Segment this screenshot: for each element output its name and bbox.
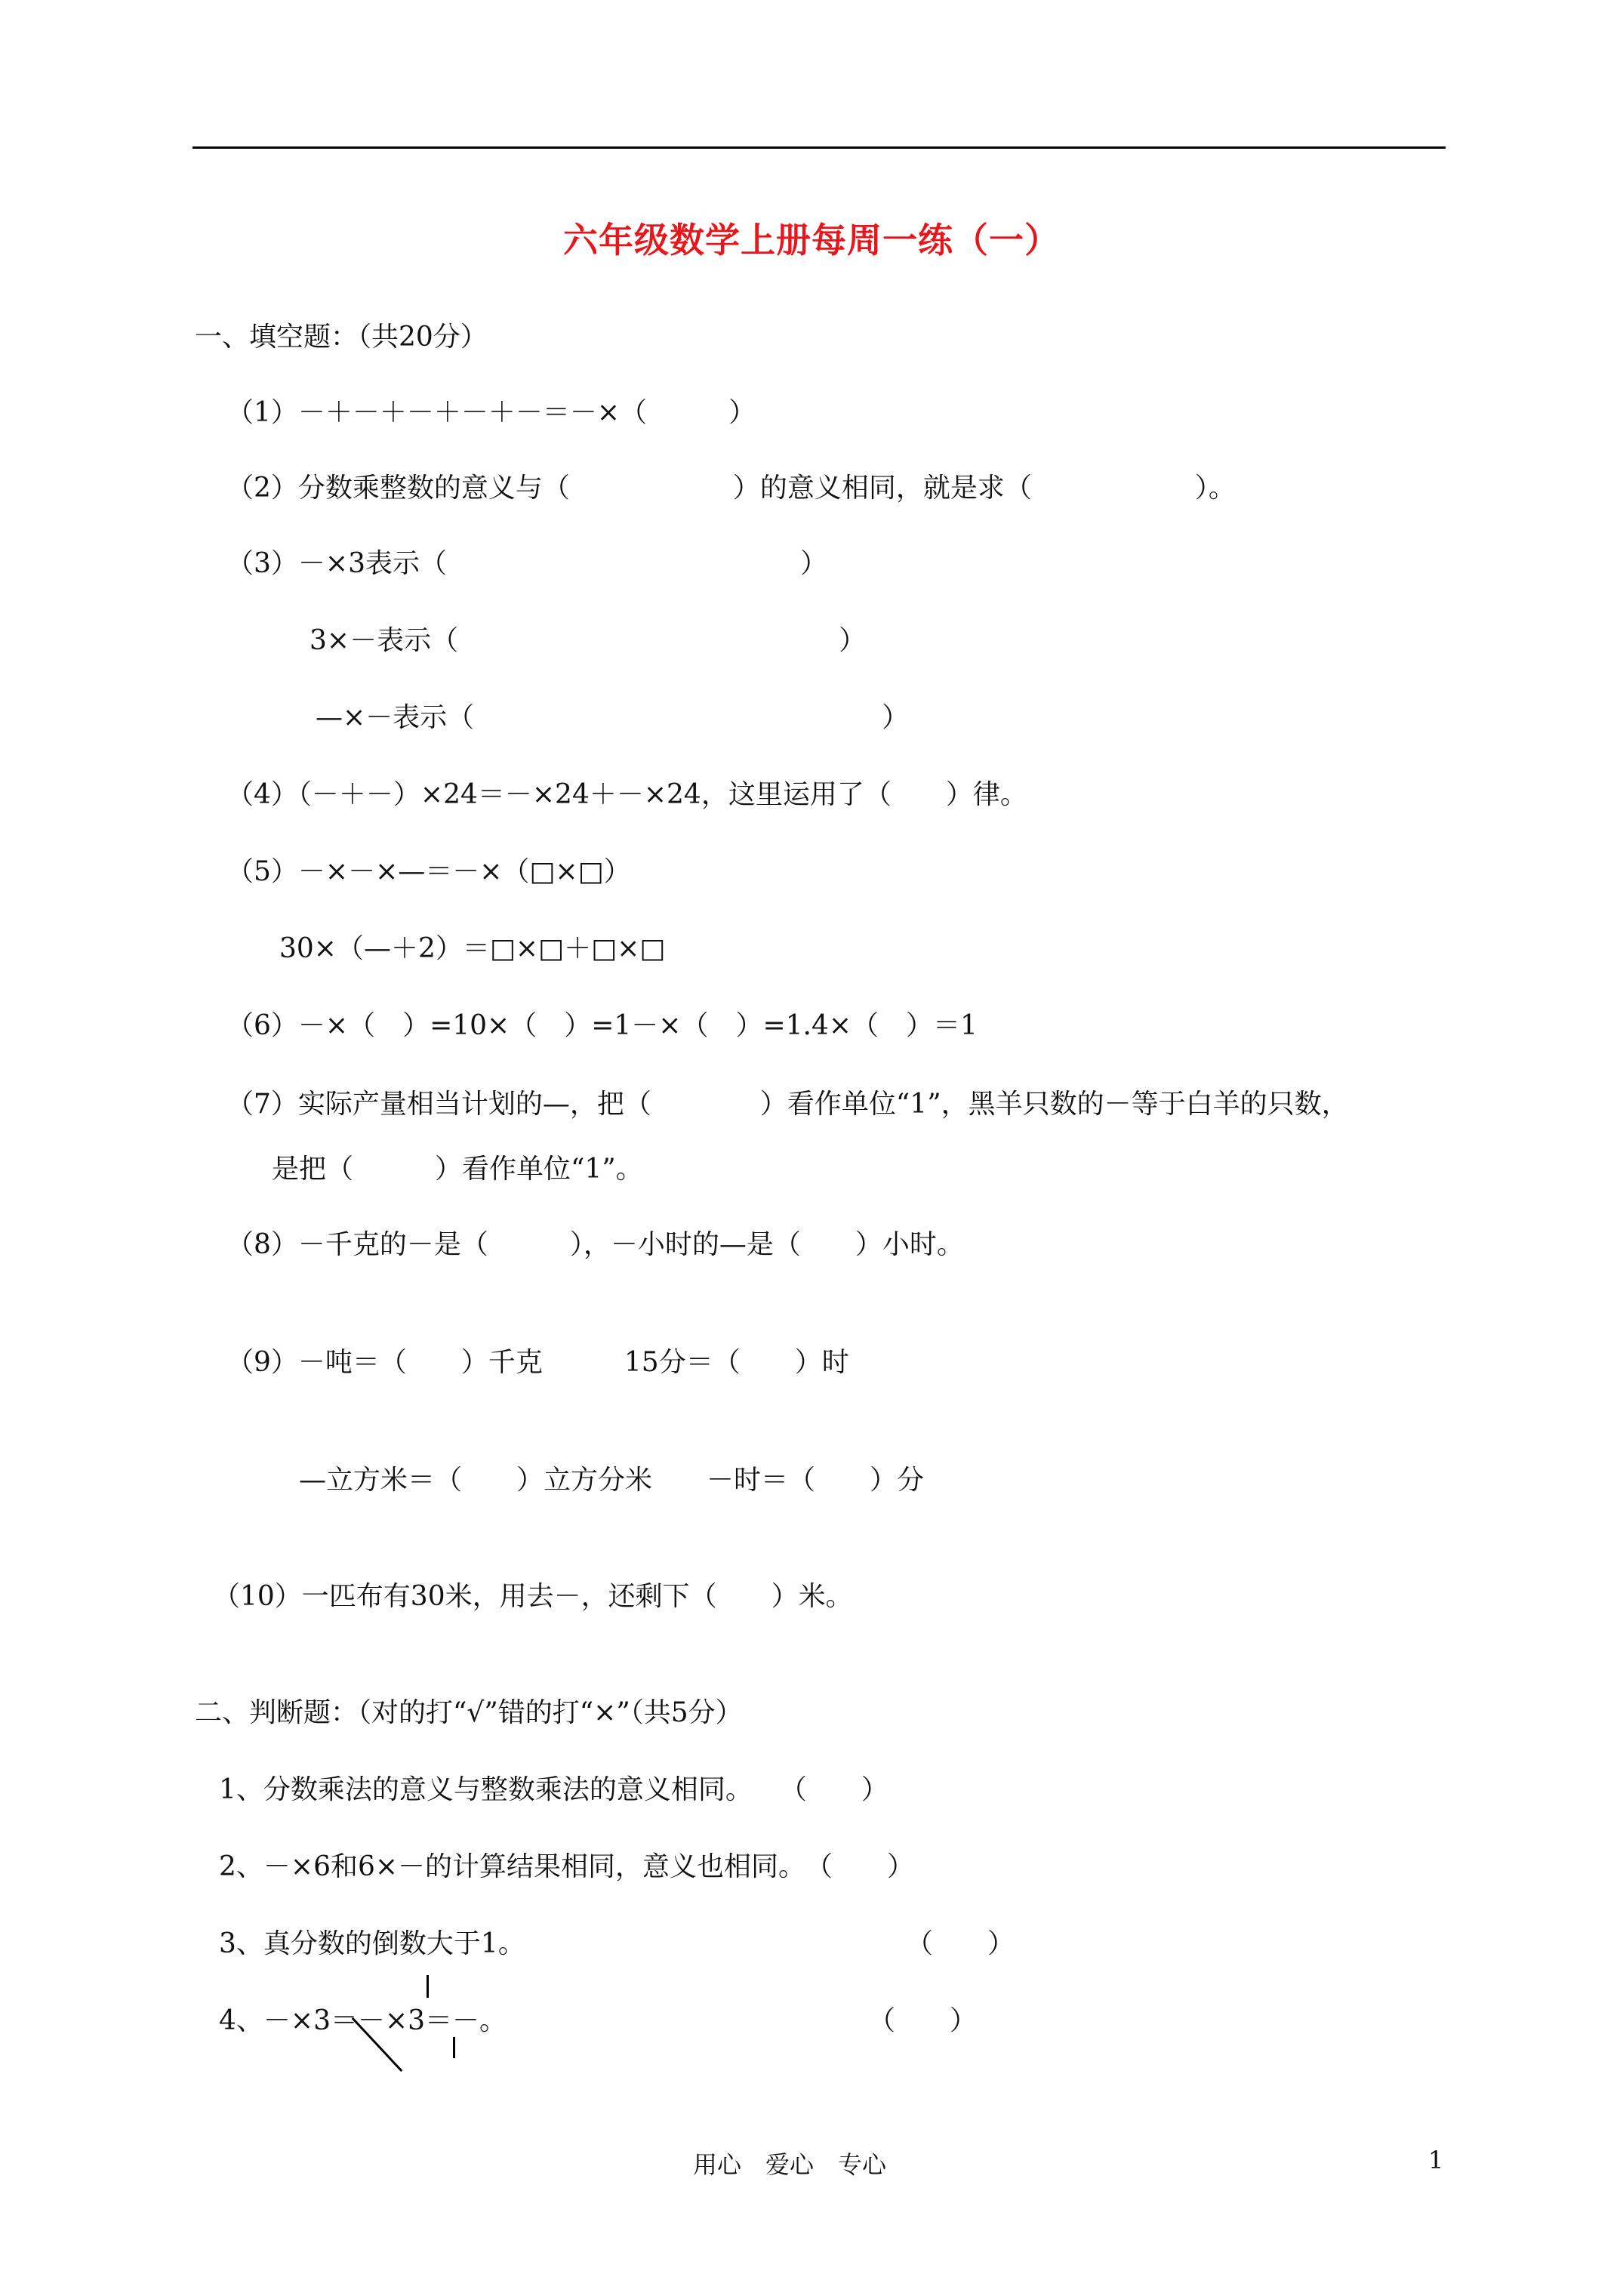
page-number: 1: [1428, 2146, 1444, 2174]
question-7b: 是把（ ）看作单位“1”。: [272, 1154, 643, 1185]
footer-slogan: 用心 爱心 专心: [693, 2150, 887, 2179]
question-6: （6）－×（ ）=10×（ ）=1－×（ ）=1.4×（ ）＝1: [226, 1010, 978, 1041]
question-9a: （9）－吨＝（ ）千克 15分＝（ ）时: [226, 1347, 849, 1378]
section-2-heading: 二、判断题：（对的打“√”错的打“×”（共5分）: [195, 1697, 743, 1728]
judge-item-4-blank: （ ）: [868, 2005, 978, 2036]
question-3b: 3×－表示（ ）: [310, 625, 867, 656]
question-2: （2）分数乘整数的意义与（ ）的意义相同，就是求（ ）。: [226, 473, 1236, 504]
question-4: （4）（－＋－）×24＝－×24＋－×24，这里运用了（ ）律。: [226, 779, 1027, 810]
judge-item-1: 1、分数乘法的意义与整数乘法的意义相同。 （ ）: [219, 1774, 888, 1805]
question-9b: —立方米＝（ ）立方分米 －时＝（ ）分: [299, 1465, 925, 1496]
question-7a: （7）实际产量相当计划的—，把（ ）看作单位“1”，黑羊只数的－等于白羊的只数，: [226, 1089, 1349, 1120]
question-3c: —×－表示（ ）: [316, 702, 910, 733]
question-10: （10）一匹布有30米，用去－，还剩下（ ）米。: [213, 1581, 853, 1612]
question-5a: （5）－×－×—＝－×（□×□）: [226, 856, 631, 887]
section-1-heading: 一、填空题：（共20分）: [195, 322, 488, 353]
cancel-stroke-top: [427, 1975, 429, 1998]
judge-item-3-blank: （ ）: [906, 1928, 1015, 1959]
page-title: 六年级数学上册每周一练（一）: [563, 220, 1060, 260]
judge-item-4: 4、－×3＝－×3＝－。: [219, 2005, 507, 2036]
judge-item-3: 3、真分数的倒数大于1。: [219, 1928, 525, 1959]
cancel-stroke-bottom: [453, 2037, 455, 2058]
question-3a: （3）－×3表示（ ）: [226, 548, 827, 579]
question-8: （8）－千克的－是（ ），－小时的—是（ ）小时。: [226, 1229, 964, 1260]
question-5b: 30×（—＋2）＝□×□＋□×□: [279, 933, 666, 964]
judge-item-2: 2、－×6和6×－的计算结果相同，意义也相同。 （ ）: [219, 1851, 915, 1882]
question-1: （1）－＋－＋－＋－＋－＝－×（ ）: [226, 397, 756, 428]
header-rule: [192, 146, 1446, 149]
